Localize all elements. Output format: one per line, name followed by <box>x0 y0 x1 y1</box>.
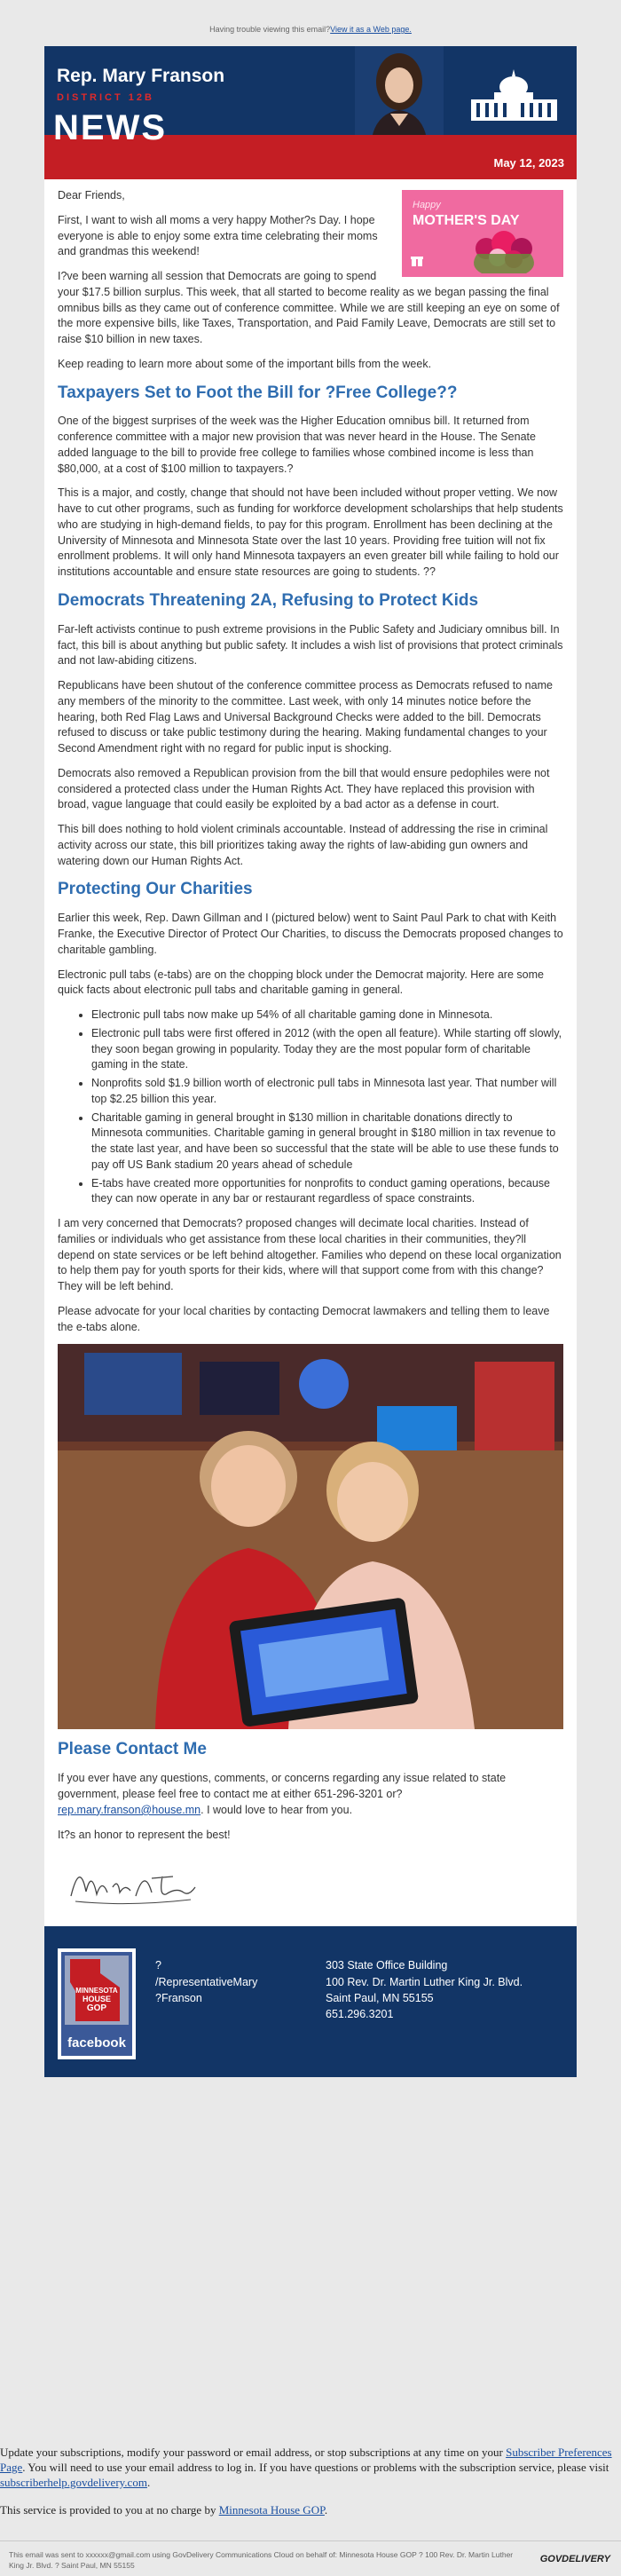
charities-paragraph-2: Electronic pull tabs (e-tabs) are on the chopping block under the Democrat majority. Here are some quick facts about electronic pull tabs and charitable gaming in general. <box>58 968 544 997</box>
facebook-badge[interactable] <box>58 1948 136 2059</box>
section-heading-contact: Please Contact Me <box>58 1740 207 1759</box>
charities-photo <box>58 1344 563 1729</box>
2a-paragraph-1: Far-left activists continue to push extreme provisions in the Public Safety and Judiciary omnibus bill. In fact, this bill is about anything but public safety. It includes a wish list of provisions that protect criminals and not law-abiding citizens. <box>58 622 563 668</box>
delivery-footer <box>0 2540 621 2576</box>
newsletter-header <box>44 46 577 179</box>
subscriber-help-link[interactable]: subscriberhelp.govdelivery.com <box>0 2475 147 2489</box>
news-title: NEWS <box>53 108 167 147</box>
address-line: Saint Paul, MN 55155 <box>326 1991 434 2004</box>
subscription-text-2: . You will need to use your email address to log in. If you have questions or problems with the subscription service, please visit <box>22 2460 609 2474</box>
signature-image <box>67 1852 200 1914</box>
subscription-text-1: Update your subscriptions, modify your password or email address, or stop subscriptions at any time on your <box>0 2446 507 2459</box>
intro-paragraph-2: I?ve been warning all session that Democrats are going to spend your $17.5 billion surplus. This week, that all started to become reality as we began passing the final omnibus bills as they came out of conference committee. While we are still keeping an eye on some of the more expensive bills, like Taxes, Transportation, and Paid Family Leave, Democrats are still set to raise $10 billion in new taxes. <box>58 270 560 345</box>
facebook-handle-line-2: /RepresentativeMary <box>155 1975 258 1988</box>
capitol-icon <box>468 66 561 128</box>
house-gop-logo-icon <box>65 1956 129 2025</box>
email-link[interactable]: rep.mary.franson@house.mn <box>58 1803 201 1816</box>
sent-to-notice: This email was sent to xxxxxx@gmail.com using GovDelivery Communications Cloud on behalf of: Minnesota House GOP ? 100 Rev. Dr. Martin Luther King Jr. Blvd. ? Saint Paul, MN 55155 <box>9 2550 514 2570</box>
intro-paragraph-3: Keep reading to learn more about some of the important bills from the week. <box>58 357 432 370</box>
address-line: 100 Rev. Dr. Martin Luther King Jr. Blvd. <box>326 1975 523 1988</box>
gift-icon <box>411 254 423 266</box>
closing-line: It?s an honor to represent the best! <box>58 1828 231 1841</box>
service-text: This service is provided to you at no charge by <box>0 2502 219 2517</box>
section-heading-2a: Democrats Threatening 2A, Refusing to Protect Kids <box>58 590 479 610</box>
list-item: • Electronic pull tabs were first offered in 2012 (with the open all feature). While starting off slowly, they soon began growing in popularity. Today they are the most popular form of charitable gaming in the state. <box>91 1026 563 1073</box>
logo-text-bot: GOP <box>86 2003 107 2014</box>
facebook-handle-line-3: ?Franson <box>155 1991 202 2004</box>
facebook-label: facebook <box>67 2035 126 2051</box>
list-item: • Charitable gaming in general brought in $130 million in charitable donations directly to Minnesota communities. Charitable gaming in general brought in $180 million in tax revenue to the state last year, and have been so successful that the state will be able to use these funds to pay off US Bank stadium 20 years ahead of schedule <box>91 1110 563 1173</box>
view-web-page-link[interactable]: View it as a Web page. <box>330 25 412 34</box>
house-gop-link[interactable]: Minnesota House GOP <box>218 2502 325 2517</box>
list-item: • E-tabs have created more opportunities for nonprofits to conduct gaming operations, because they can now operate in any bar or restaurant regardless of space constraints. <box>91 1176 563 1208</box>
2a-paragraph-2: Republicans have been shutout of the conference committee process as Democrats refused to name any members of the minority to the committee. Last week, with only 14 minutes notice before the hearing, both Red Flag Laws and Universal Background Checks were added to the bill. Democrats refused to discuss or take public testimony during the hearing. Making fundamental changes to your Second Amendment right with no regard for public input is shocking. <box>58 679 553 755</box>
trouble-viewing-text: Having trouble viewing this email? <box>209 25 331 34</box>
mothers-day-happy: Happy <box>413 200 441 210</box>
free-college-paragraph-2: This is a major, and costly, change that should not have been included without proper vetting. We now have to cut other programs, such as funding for workforce development scholarships that help students who are studying in high-demand fields, to pay for this program. Enrollment has been declining at the University of Minnesota and Minnesota State over the last 10 years. Providing free tuition will not fix enrollment problems. It will only hand Minnesota taxpayers an even greater bill while failing to hold our institutions accountable and ensure state resources are going to students. ?? <box>58 486 563 579</box>
contact-text-before: If you ever have any questions, comments, or concerns regarding any issue related to state government, please feel free to contact me at either 651-296-3201 or? <box>58 1772 507 1801</box>
district-label: DISTRICT 12B <box>57 92 154 103</box>
mothers-day-image <box>402 190 563 277</box>
list-item: • Electronic pull tabs now make up 54% of all charitable gaming done in Minnesota. <box>91 1007 563 1023</box>
charities-paragraph-4: Please advocate for your local charities by contacting Democrat lawmakers and telling them to leave the e-tabs alone. <box>58 1304 550 1333</box>
mothers-day-title: MOTHER'S DAY <box>413 213 520 228</box>
govdelivery-logo[interactable]: GOVDELIVERY <box>539 2554 610 2564</box>
free-college-paragraph-1: One of the biggest surprises of the week was the Higher Education omnibus bill. It returned from conference committee with a major new provision that was never heard in the House. The Senate added language to the bill to provide free college to families whose combined income is less than $80,000, at a cost of $100 million to taxpayers.? <box>58 415 536 475</box>
greeting: Dear Friends, <box>58 189 125 201</box>
address-line: 303 State Office Building <box>326 1959 448 1972</box>
subscriber-preferences-link[interactable]: Subscriber Preferences Page <box>0 2446 612 2474</box>
subscription-text-3: . <box>146 2475 151 2489</box>
contact-paragraph <box>58 1771 563 1818</box>
top-notice <box>0 0 621 36</box>
portrait-photo <box>355 46 444 144</box>
2a-paragraph-4: This bill does nothing to hold violent criminals accountable. Instead of addressing the rise in criminal activity across our state, this bill prioritizes taking away the rights of law-abiding gun owners and watering down our Human Rights Act. <box>58 823 548 867</box>
subscription-paragraph <box>0 2446 621 2491</box>
service-text-end: . <box>324 2502 328 2517</box>
facebook-handle-line-1: ? <box>155 1959 161 1972</box>
list-item: • Nonprofits sold $1.9 billion worth of electronic pull tabs in Minnesota last year. That number will top $2.25 billion this year. <box>91 1076 563 1108</box>
service-paragraph <box>0 2503 621 2518</box>
charities-paragraph-3: I am very concerned that Democrats? proposed changes will decimate local charities. Instead of families or individuals who get assistance from these local charities in their communities, they?ll depend on state services or be left behind altogether. Families who depend on these local organization to help them pay for youth sports for their kids, where will that support come from with this change? They will be left behind. <box>58 1217 562 1293</box>
logo-text-mid: HOUSE <box>82 1995 112 2004</box>
main-content <box>44 179 577 1914</box>
charities-paragraph-1: Earlier this week, Rep. Dawn Gillman and I (pictured below) went to Saint Paul Park to chat with Keith Franke, the Executive Director of Protect Our Charities, to discuss the Democrats proposed changes to charitable gambling. <box>58 912 563 956</box>
section-heading-charities: Protecting Our Charities <box>58 880 253 899</box>
facebook-handle[interactable] <box>155 1957 257 2005</box>
subscription-info <box>0 2446 621 2531</box>
contact-text-after: . I would love to hear from you. <box>200 1803 353 1816</box>
office-address <box>326 1957 523 2022</box>
email-body <box>44 46 577 2077</box>
section-heading-free-college: Taxpayers Set to Foot the Bill for ?Free College?? <box>58 383 458 402</box>
phone-number: 651.296.3201 <box>326 2007 394 2020</box>
newsletter-footer <box>44 1926 577 2077</box>
etabs-facts-list <box>58 1007 563 1207</box>
bouquet-icon <box>455 224 553 277</box>
logo-text-top: MINNESOTA <box>75 1987 118 1995</box>
newsletter-date: May 12, 2023 <box>493 156 564 170</box>
2a-paragraph-3: Democrats also removed a Republican provision from the bill that would ensure pedophiles were not considered a protected class under the Human Rights Act. They have replaced this provision with broad, vague language that could easily be exploited by a bad actor as a defense in court. <box>58 766 550 811</box>
rep-name: Rep. Mary Franson <box>57 66 225 86</box>
intro-paragraph-1: First, I want to wish all moms a very happy Mother?s Day. I hope everyone is able to enjoy some extra time celebrating their moms and grandmas this weekend! <box>58 213 378 258</box>
